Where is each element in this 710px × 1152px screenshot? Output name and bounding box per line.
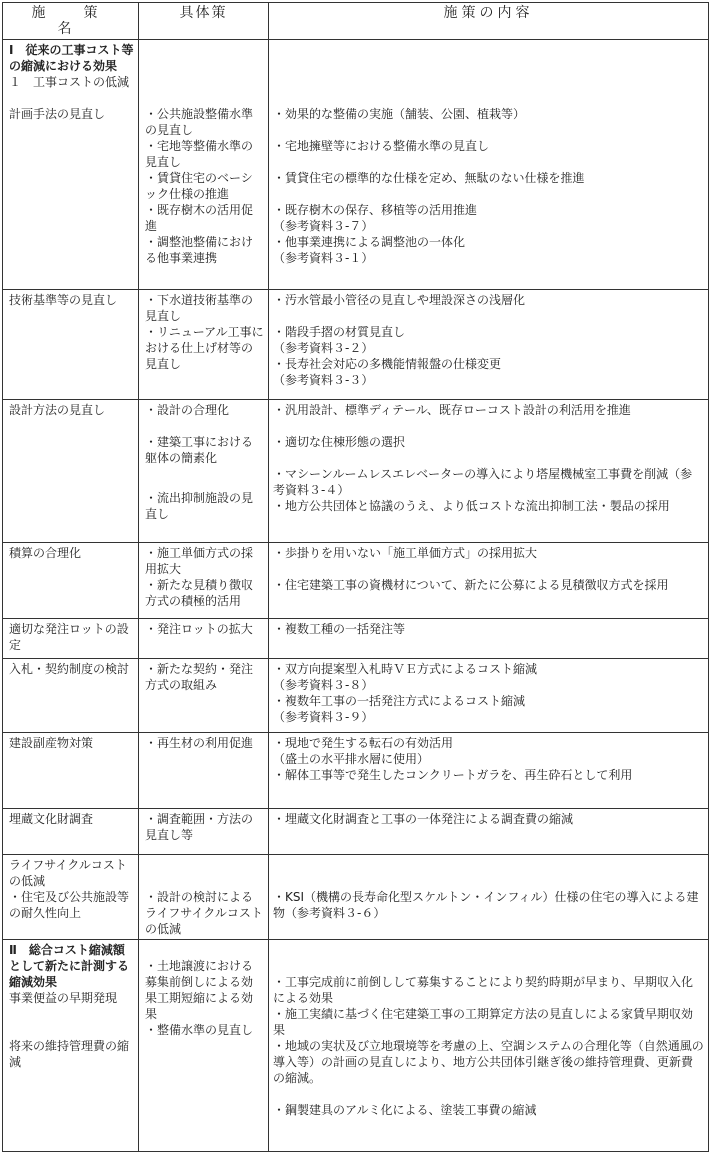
policy-name-cell xyxy=(3,733,139,809)
content-cell xyxy=(269,940,709,1152)
table-row xyxy=(3,733,709,809)
content-item: ・汚水管最小管径の見直しや埋設深さの浅層化 xyxy=(273,293,526,307)
content-item: ・KSI（機構の長寿命化型スケルトン・インフィル）仕様の住宅の導入による建物（参考資料３-６） xyxy=(273,890,699,920)
content-cell xyxy=(269,809,709,855)
measure-item: ・新たな契約・発注方式の取組み xyxy=(145,662,254,692)
policy-name: 埋蔵文化財調査 xyxy=(9,812,94,826)
measure-item: ・流出抑制施設の見直し xyxy=(145,491,254,521)
measure-item: ・リニューアル工事における仕上げ材等の見直し xyxy=(145,325,264,371)
table-row xyxy=(3,543,709,619)
measure-item: ・新たな見積り徴収方式の積極的活用 xyxy=(145,578,254,608)
measure-item: ・下水道技術基準の見直し xyxy=(145,293,254,323)
content-item: （参考資料３-１） xyxy=(273,251,374,265)
measure-item: ・調査範囲・方法の見直し等 xyxy=(145,812,254,842)
measure-item: ・公共施設整備水準の見直し xyxy=(145,107,254,137)
content-item: ・工事完成前に前倒しして募集することにより契約時期が早まり、早期収入化による効果 xyxy=(273,975,694,1005)
content-cell xyxy=(269,40,709,290)
policy-name: 技術基準等の見直し xyxy=(9,293,118,307)
measure-item: ・建築工事における躯体の簡素化 xyxy=(145,435,254,465)
content-item: ・効果的な整備の実施（舗装、公園、植栽等） xyxy=(273,107,526,121)
measure-cell xyxy=(139,400,269,543)
content-item: ・鋼製建具のアルミ化による、塗装工事費の縮減 xyxy=(273,1103,537,1117)
content-item: ・埋蔵文化財調査と工事の一体発注による調査費の縮減 xyxy=(273,812,574,826)
policy-name: 建設副産物対策 xyxy=(9,736,94,750)
content-item: ・住宅建築工事の資機材について、新たに公募による見積徴収方式を採用 xyxy=(273,578,669,592)
content-cell xyxy=(269,659,709,733)
measure-item: ・設計の合理化 xyxy=(145,403,230,417)
content-item: ・マシーンルームレスエレベーターの導入により塔屋機械室工事費を削減（参考資料３-４） xyxy=(273,467,693,497)
table-row xyxy=(3,809,709,855)
measure-cell xyxy=(139,290,269,400)
content-item: ・地方公共団体と協議のうえ、より低コストな流出抑制工法・製品の採用 xyxy=(273,499,670,513)
content-item: （参考資料３-２） xyxy=(273,341,374,355)
content-item: ・双方向提案型入札時ＶＥ方式によるコスト縮減 xyxy=(273,662,538,676)
table-row xyxy=(3,619,709,659)
policy-name: 計画手法の見直し xyxy=(9,107,106,121)
measure-item: ・調整池整備における他事業連携 xyxy=(145,235,254,265)
header-policy-name: 施 策 名 xyxy=(3,3,139,40)
content-cell xyxy=(269,619,709,659)
measure-cell xyxy=(139,809,269,855)
measure-cell xyxy=(139,733,269,809)
content-item: ・複数工種の一括発注等 xyxy=(273,622,406,636)
content-cell xyxy=(269,733,709,809)
content-item: ・解体工事等で発生したコンクリートガラを、再生砕石として利用 xyxy=(273,768,633,782)
content-item: （参考資料３-３） xyxy=(273,373,374,387)
table-header-row xyxy=(3,3,709,40)
content-item: （盛土の水平排水層に使用） xyxy=(273,752,430,766)
policy-name: 入札・契約制度の検討 xyxy=(9,662,130,676)
measure-cell xyxy=(139,40,269,290)
measure-item: ・設計の検討によるライフサイクルコストの低減 xyxy=(145,890,263,936)
table-row xyxy=(3,940,709,1152)
policy-name-cell xyxy=(3,809,139,855)
policy-subname: ・住宅及び公共施設等の耐久性向上 xyxy=(9,890,130,920)
measure-item: ・再生材の利用促進 xyxy=(145,736,254,750)
policy-name: 適切な発注ロットの設定 xyxy=(9,622,129,652)
measure-item: ・土地譲渡における募集前倒しによる効果工期短縮による効果 xyxy=(145,959,254,1021)
header-policy-content: 施策の内容 xyxy=(269,3,709,40)
content-item: ・複数年工事の一括発注方式によるコスト縮減 xyxy=(273,694,526,708)
measure-cell xyxy=(139,543,269,619)
policy-name-cell xyxy=(3,290,139,400)
content-item: ・賃貸住宅の標準的な仕様を定め、無駄のない仕様を推進 xyxy=(273,171,585,185)
measure-cell xyxy=(139,855,269,940)
measure-cell xyxy=(139,659,269,733)
measure-item: ・発注ロットの拡大 xyxy=(145,622,253,636)
content-item: ・他事業連携による調整池の一体化 xyxy=(273,235,466,249)
content-item: （参考資料３-７） xyxy=(273,219,374,233)
content-item: ・既存樹木の保存、移植等の活用推進 xyxy=(273,203,478,217)
table-row xyxy=(3,400,709,543)
measure-item: ・宅地等整備水準の見直し xyxy=(145,139,254,169)
policy-name-cell xyxy=(3,940,139,1152)
table-row xyxy=(3,659,709,733)
measure-cell xyxy=(139,619,269,659)
policy-name-cell xyxy=(3,619,139,659)
subsection-title: １ 工事コストの低減 xyxy=(9,75,130,89)
policy-name-cell xyxy=(3,543,139,619)
policy-name-cell xyxy=(3,40,139,290)
content-item: ・施工実績に基づく住宅建築工事の工期算定方法の見直しによる家賃早期収効果 xyxy=(273,1007,694,1037)
section-title: Ⅱ 総合コスト縮減額として新たに計測する縮減効果 xyxy=(9,943,130,989)
measure-cell xyxy=(139,940,269,1152)
measure-item: ・施工単価方式の採用拡大 xyxy=(145,546,254,576)
content-item: （参考資料３-８） xyxy=(273,678,374,692)
content-item: ・歩掛りを用いない「施工単価方式」の採用拡大 xyxy=(273,546,538,560)
content-cell xyxy=(269,543,709,619)
policy-name-cell xyxy=(3,400,139,543)
policy-name-cell xyxy=(3,659,139,733)
content-item: ・地域の実状及び立地環境等を考慮の上、空調システムの合理化等（自然通風の導入等）の計画の見直しにより、地方公共団体引継ぎ後の維持管理費、更新費の縮減。 xyxy=(273,1039,704,1085)
content-item: ・適切な住棟形態の選択 xyxy=(273,435,406,449)
content-item: （参考資料３-９） xyxy=(273,710,374,724)
content-item: ・現地で発生する転石の有効活用 xyxy=(273,736,454,750)
content-item: ・宅地擁壁等における整備水準の見直し xyxy=(273,139,490,153)
policy-name: 積算の合理化 xyxy=(9,546,82,560)
header-specific-measure: 具体策 xyxy=(139,3,269,40)
content-item: ・汎用設計、標準ディテール、既存ローコスト設計の利活用を推進 xyxy=(273,403,631,417)
content-cell xyxy=(269,855,709,940)
policy-name-cell xyxy=(3,855,139,940)
policy-name: 設計方法の見直し xyxy=(9,403,106,417)
measure-item: ・整備水準の見直し xyxy=(145,1023,254,1037)
content-cell xyxy=(269,290,709,400)
policy-name: ライフサイクルコストの低減 xyxy=(9,858,127,888)
table-row xyxy=(3,40,709,290)
table-row xyxy=(3,855,709,940)
measure-item: ・賃貸住宅のベーシック仕様の推進 xyxy=(145,171,253,201)
table-row xyxy=(3,290,709,400)
policy-name: 事業便益の早期発現 xyxy=(9,991,118,1005)
policy-name: 将来の維持管理費の縮減 xyxy=(9,1039,130,1069)
content-cell xyxy=(269,400,709,543)
measures-table xyxy=(2,2,709,1152)
content-item: ・階段手摺の材質見直し xyxy=(273,325,406,339)
content-item: ・長寿社会対応の多機能情報盤の仕様変更 xyxy=(273,357,502,371)
measure-item: ・既存樹木の活用促進 xyxy=(145,203,254,233)
section-title: Ⅰ 従来の工事コスト等の縮減における効果 xyxy=(9,43,134,73)
